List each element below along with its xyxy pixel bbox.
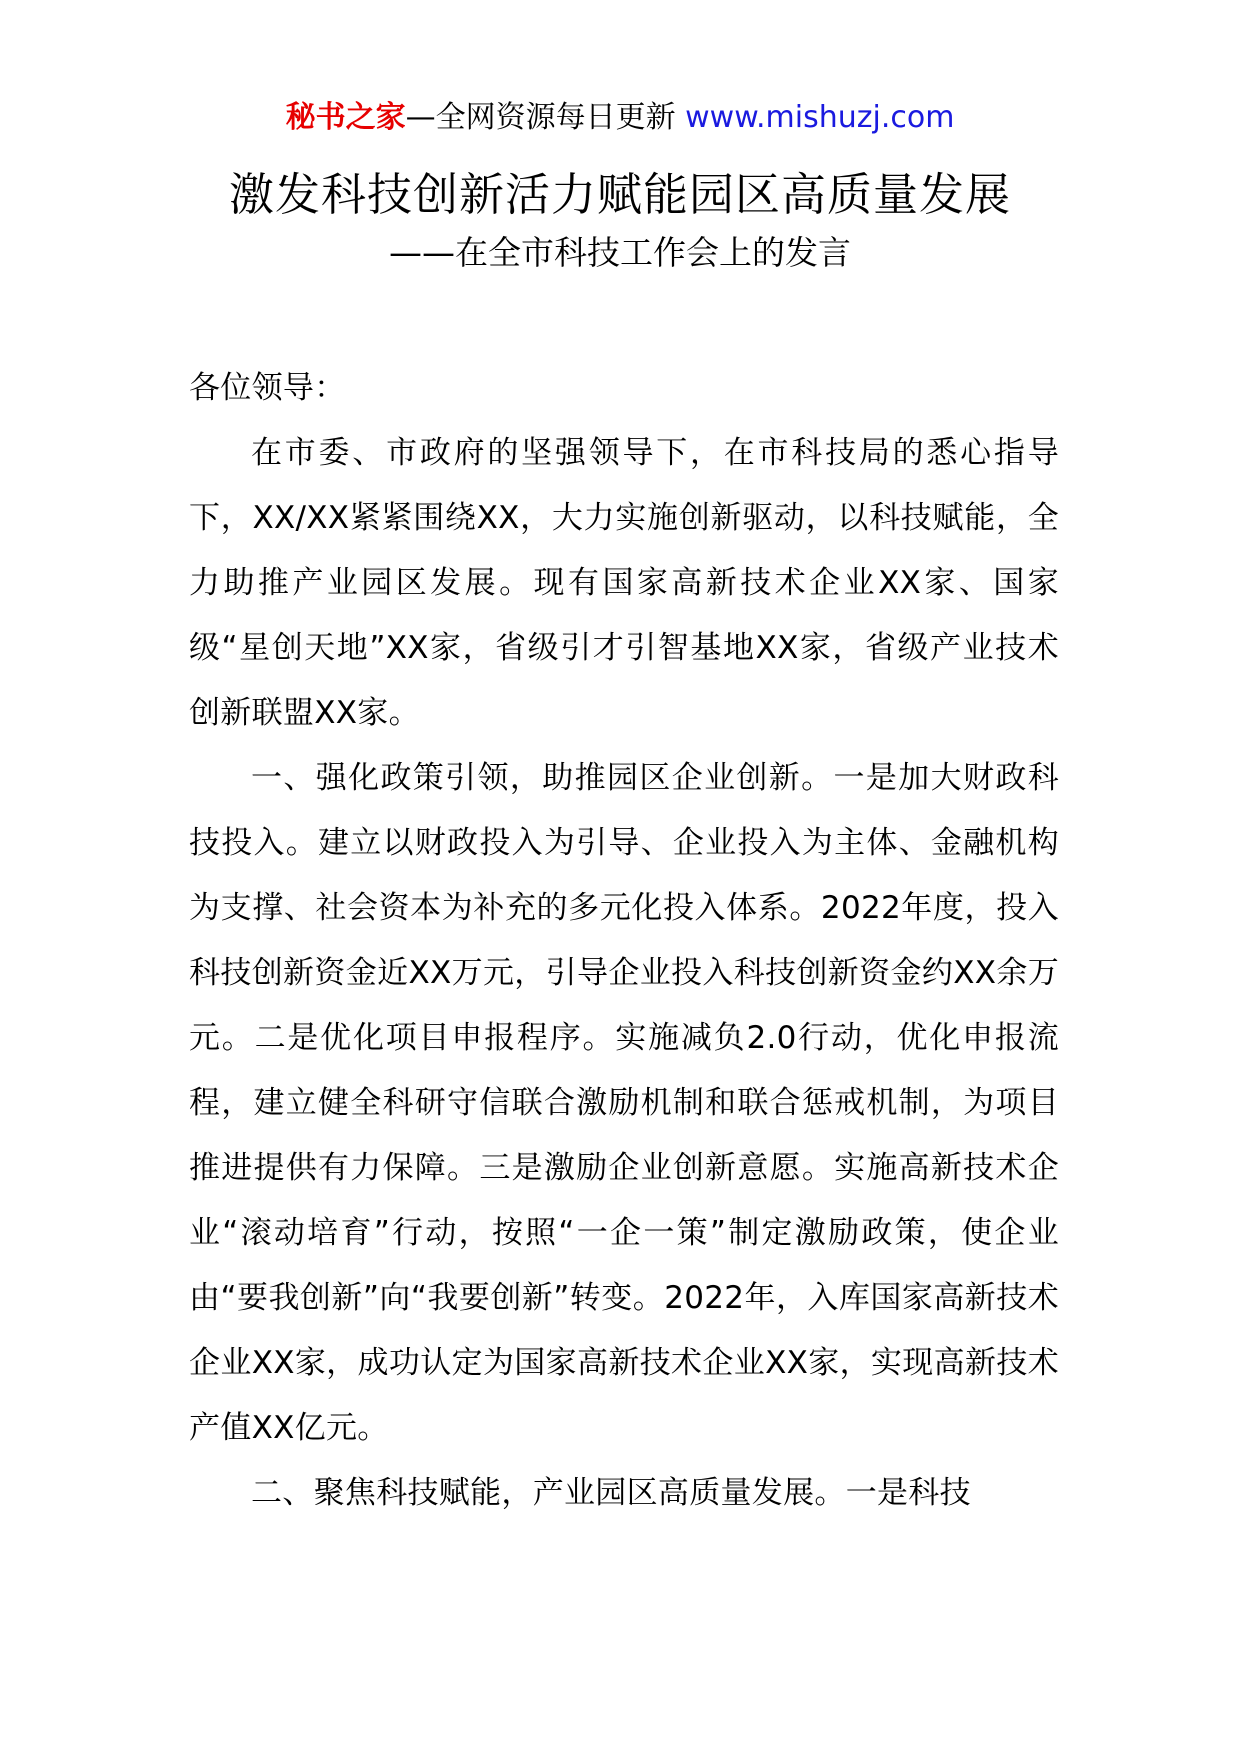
paragraph-section-one: 一、强化政策引领，助推园区企业创新。一是加大财政科技投入。建立以财政投入为引导、企业投入为主体、金融机构为支撑、社会资本为补充的多元化投入体系。2022年度，投入科技创新资金近XX万元，引导企业投入科技创新资金约XX余万元。二是优化项目申报程序。实施减负2.0行动，优化申报流程，建立健全科研守信联合激励机制和联合惩戒机制，为项目推进提供有力保障。三是激励企业创新意愿。实施高新技术企业“滚动培育”行动，按照“一企一策”制定激励政策，使企业由“要我创新”向“我要创新”转变。2022年，入库国家高新技术企业XX家，成功认定为国家高新技术企业XX家，实现高新技术产值XX亿元。 — [189, 760, 1059, 1446]
document-body — [189, 356, 1059, 1526]
document-subtitle: ——在全市科技工作会上的发言 — [389, 233, 851, 272]
header-tagline: —全网资源每日更新 — [405, 100, 686, 135]
document-title: 激发科技创新活力赋能园区高质量发展 — [228, 168, 1011, 221]
paragraph-intro: 在市委、市政府的坚强领导下，在市科技局的悉心指导下，XX/XX紧紧围绕XX，大力实施创新驱动，以科技赋能，全力助推产业园区发展。现有国家高新技术企业XX家、国家级“星创天地”XX家，省级引才引智基地XX家，省级产业技术创新联盟XX家。 — [189, 435, 1059, 731]
brand-name: 秘书之家 — [285, 100, 406, 135]
paragraph-section-two: 二、聚焦科技赋能，产业园区高质量发展。一是科技 — [251, 1475, 971, 1511]
salutation: 各位领导： — [189, 370, 346, 406]
site-url-link[interactable]: www.mishuzj.com — [685, 100, 955, 135]
site-header — [0, 96, 1240, 140]
